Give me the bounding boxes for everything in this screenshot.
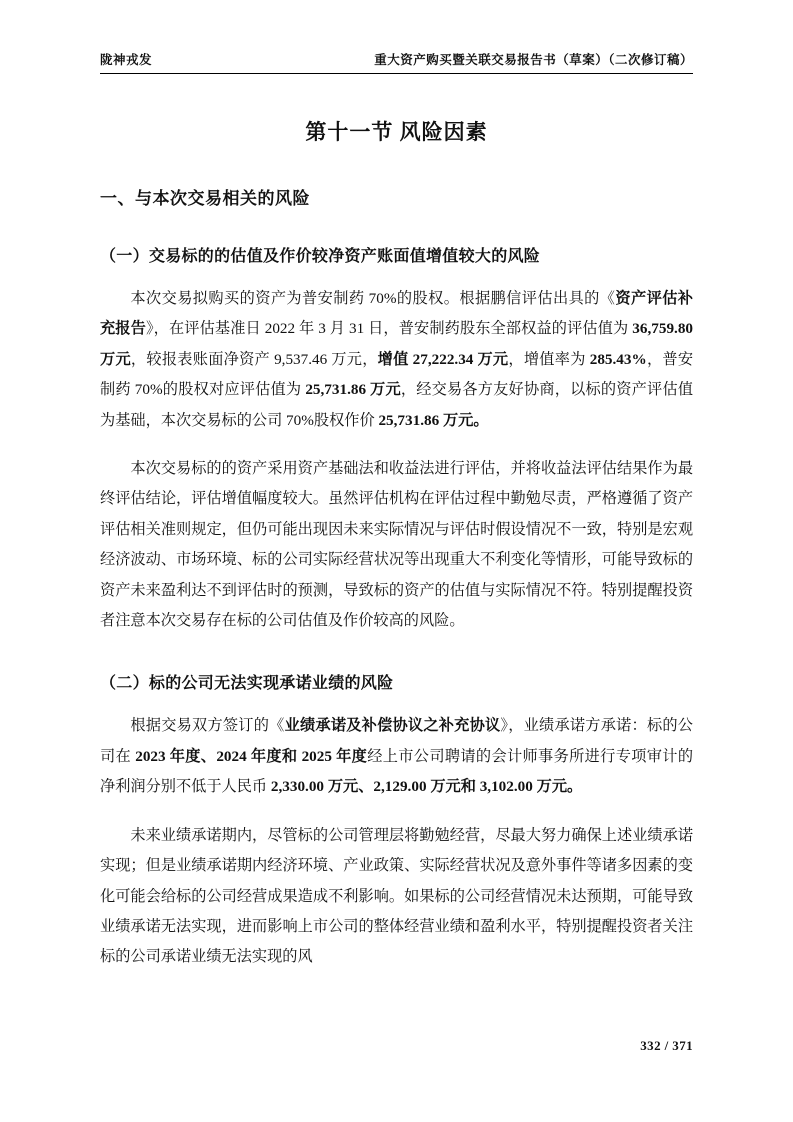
paragraph-3-text-e: 经上市公司聘请的会计师事务所进行专项审计的净利润分别不低于人民币 — [100, 747, 694, 796]
header-company-name: 陇神戎发 — [100, 53, 153, 67]
paragraph-1-transaction-price: 25,731.86 万元。 — [378, 411, 489, 429]
paragraph-3 — [100, 711, 693, 802]
paragraph-1-increment-rate: 285.43% — [589, 350, 647, 368]
page-title: 第十一节 风险因素 — [305, 120, 488, 144]
paragraph-3-commitment-years: 2023 年度、2024 年度和 2025 年度 — [135, 747, 368, 765]
paragraph-1-text-g: ，增值率为 — [508, 350, 590, 368]
paragraph-2: 本次交易标的的资产采用资产基础法和收益法进行评估，并将收益法评估结果作为最终评估结论，评估增值幅度较大。虽然评估机构在评估过程中勤勉尽责，严格遵循了资产评估相关准则规定，但仍可能出现因未来实际情况与评估时假设情况不一致，特别是宏观经济波动、市场环境、标的公司实际经营状况等出现重大不利变化等情形，可能导致标的资产未来盈利达不到评估时的预测，导致标的资产的估值与实际情况不符。特别提醒投资者注意本次交易存在标的公司估值及作价较高的风险。 — [100, 460, 693, 630]
paragraph-1-text-i: ，普安制药 70%的股权对应评估值为 — [100, 350, 694, 399]
paragraph-1-increment-amount: 增值 27,222.34 万元 — [377, 350, 509, 368]
paragraph-1-report-name: 资产评估补充报告 — [100, 290, 693, 338]
paragraph-1-text-e: ，较报表账面净资产 9,537.46 万元， — [130, 350, 378, 368]
section-heading-1: 一、与本次交易相关的风险 — [100, 189, 310, 208]
paragraph-1-text-a: 本次交易拟购买的资产为普安制药 70%的股权。根据鹏信评估出具的《 — [130, 290, 616, 307]
subsection-heading-1: （一）交易标的的估值及作价较净资产账面值增值较大的风险 — [100, 248, 541, 265]
paragraph-1-valuation-amount: 36,759.80 万元 — [100, 320, 694, 368]
paragraph-1-text-k: ，经交易各方友好协商，以标的资产评估值为基础，本次交易标的公司 70%股权作价 — [100, 381, 694, 429]
page-number: 332 / 371 — [640, 1038, 693, 1053]
paragraph-3-profit-amounts: 2,330.00 万元、2,129.00 万元和 3,102.00 万元。 — [270, 778, 583, 796]
paragraph-1-text-c: 》，在评估基准日 2022 年 3 月 31 日，普安制药股东全部权益的评估值为 — [145, 320, 633, 338]
page-content — [100, 50, 693, 973]
paragraph-1 — [100, 284, 693, 436]
paragraph-3-agreement-name: 业绩承诺及补偿协议之补充协议 — [284, 717, 501, 735]
paragraph-3-text-c: 》，业绩承诺方承诺：标的公司在 — [100, 717, 693, 765]
page-header — [100, 50, 693, 72]
paragraph-3-text-a: 根据交易双方签订的《 — [130, 717, 285, 735]
header-document-name: 重大资产购买暨关联交易报告书（草案）（二次修订稿） — [374, 53, 693, 67]
subsection-heading-2: （二）标的公司无法实现承诺业绩的风险 — [100, 675, 394, 693]
paragraph-1-equity-valuation: 25,731.86 万元 — [305, 381, 401, 399]
header-divider — [100, 73, 693, 74]
paragraph-4: 未来业绩承诺期内，尽管标的公司管理层将勤勉经营，尽最大努力确保上述业绩承诺实现；但是业绩承诺期内经济环境、产业政策、实际经营状况及意外事件等诸多因素的变化可能会给标的公司经营成果造成不利影响。如果标的公司经营情况未达预期，可能导致业绩承诺无法实现，进而影响上市公司的整体经营业绩和盈利水平，特别提醒投资者关注标的公司承诺业绩无法实现的风 — [100, 826, 693, 966]
